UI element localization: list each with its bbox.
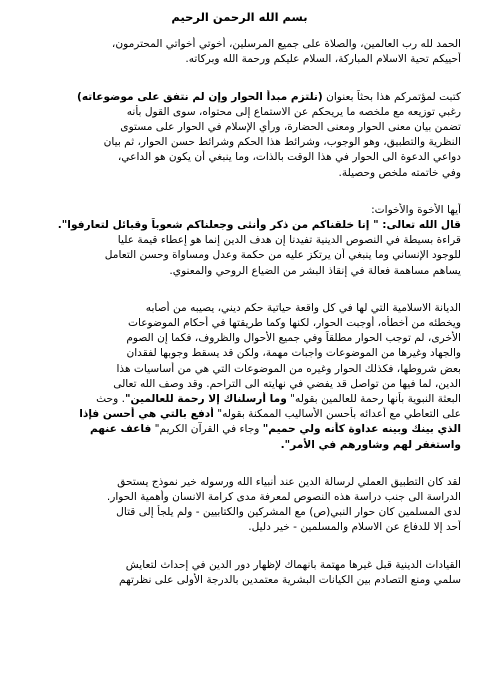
- basmala-heading: بسم الله الرحمن الرحيم: [171, 10, 308, 24]
- body-line: [18, 407, 461, 422]
- intro-line: أحييكم تحية الاسلام المباركة، السلام عليكم ورحمة الله وبركاته.: [185, 53, 461, 66]
- body-line: القيادات الدينية قبل غيرها مهتمة بانهماك لإظهار دور الدين في إحداث لتعايش: [125, 558, 461, 571]
- summary-lead: كتبت لمؤتمركم هذا بحثاً بعنوان: [322, 90, 461, 103]
- body-text: على التعاطي مع أعدائه بأحسن الأساليب الممكنة بقوله": [213, 408, 461, 421]
- body-text: وجاء في القرآن الكريم": [151, 423, 263, 436]
- summary-line: تضمن بيان معنى الحوار ومعنى الحضارة، ورأي الإسلام في الحوار على مستوى: [120, 121, 461, 134]
- body-line: الدراسة الى جنب دراسة هذه النصوص لمعرفة مدى كرامة الانسان وأهمية الحوار.: [106, 491, 461, 504]
- address-line: للوجود الإنساني وما ينبغي أن يرتكز عليه من حكمة وعدل ومساواة وحسن التعامل: [104, 249, 461, 262]
- islamic-dialogue-paragraph: [18, 301, 461, 453]
- body-line: الأخرى، لم توجب الحوار مطلقاً وفي جميع الأحوال والظروف، فكما إن الصوم: [126, 332, 461, 345]
- body-line: [18, 422, 461, 437]
- quran-verse: قال الله تعالى: " إنا خلقناكم من ذكر وأنثى وجعلناكم شعوباً وقبائل لتعارفوا".: [57, 219, 461, 232]
- summary-line: وفي خاتمته ملخص وحصيلة.: [338, 166, 461, 179]
- body-line: والجهاد وغيرها من الموضوعات واجبات مهمة، ولكن قد يسقط وجوبها لفقدان: [126, 347, 461, 360]
- body-line: ويخطئه من أخطأه، أوجبت الحوار، لكنها وكما طريقتها في أحكام الموضوعات: [128, 317, 461, 330]
- summary-line: دواعي الدعوة الى الحوار في هذا الوقت بالذات، وما ينبغي أن يكون هو الداعي،: [117, 151, 461, 164]
- body-line: لدى المسلمين كان حوار النبي(ص) مع المشركين والكتابيين - ولم يلجأ إلى قتال: [116, 506, 461, 519]
- address-line: يساهم مساهمة فعالة في إنقاذ البشر من الضياع الروحي والمعنوي.: [169, 264, 461, 277]
- body-text: البعثة النبوية بأنها رحمة للعالمين بقوله": [286, 393, 461, 406]
- religious-leadership-paragraph: [18, 558, 461, 588]
- summary-title-line: [18, 90, 461, 105]
- body-line: سلمي ومنع التصادم بين الكيانات البشرية معتمدين بالدرجة الأولى على نظرتهم: [119, 573, 461, 586]
- summary-line: النظرية والتطبيق، وهو الوجوب، وشرائط هذا الحكم وشرائط حسن الحوار، ثم بيان: [103, 136, 461, 149]
- intro-line: الحمد لله رب العالمين، والصلاة على جميع المرسلين، أخوتي أخواتي المحترمون،: [111, 38, 461, 51]
- body-line: بعض شروطها، فكذلك الحوار وغيره من الموضوعات التي هي من أساسيات هذا: [116, 362, 461, 375]
- address-paragraph: [18, 203, 461, 279]
- paper-title: (نلتزم مبدأ الحوار وإن لم نتفق على موضوعاته): [76, 90, 323, 103]
- greeting: أيها الأخوة والأخوات:: [371, 203, 461, 216]
- body-text: . وحث: [96, 393, 125, 406]
- intro-paragraph: [18, 37, 461, 67]
- body-line: [18, 392, 461, 407]
- address-line: قراءة بسيطة في النصوص الدينية تفيدنا إن هدف الدين إنما هو إعطاء قيمة عليا: [117, 234, 461, 247]
- prophetic-example-paragraph: [18, 475, 461, 536]
- quote-pardon-cont: واستغفر لهم وشاورهم في الأمر".: [280, 438, 461, 451]
- quote-repel-cont: الذي بينك وبينه عداوة كأنه ولي حميم": [262, 423, 461, 436]
- quote-repel: أدفع بالتي هي أحسن فإذا: [79, 408, 214, 421]
- body-line: أحد إلا للدفاع عن الاسلام والمسلمين - خير دليل.: [248, 521, 461, 534]
- body-line: الدين، لما فيها من تواصل قد يفضي في نهايته الى التراحم. وقد وصف الله تعالى: [113, 377, 461, 390]
- body-line: الديانة الاسلامية التي لها في كل واقعة حياتية حكم ديني، يصيبه من أصابه: [145, 301, 461, 314]
- body-line: لقد كان التطبيق العملي لرسالة الدين عند أنبياء الله ورسوله خير نموذج يستحق: [117, 475, 461, 488]
- paper-summary-paragraph: [18, 90, 461, 181]
- quote-pardon: فاعف عنهم: [89, 423, 152, 436]
- summary-line: رغبي توزيعه مع ملخصه ما يريحكم عن الاستماع إلى محتواه، سوى القول بأنه: [126, 105, 461, 118]
- quote-mercy: وما أرسلناك إلا رحمة للعالمين": [124, 393, 287, 406]
